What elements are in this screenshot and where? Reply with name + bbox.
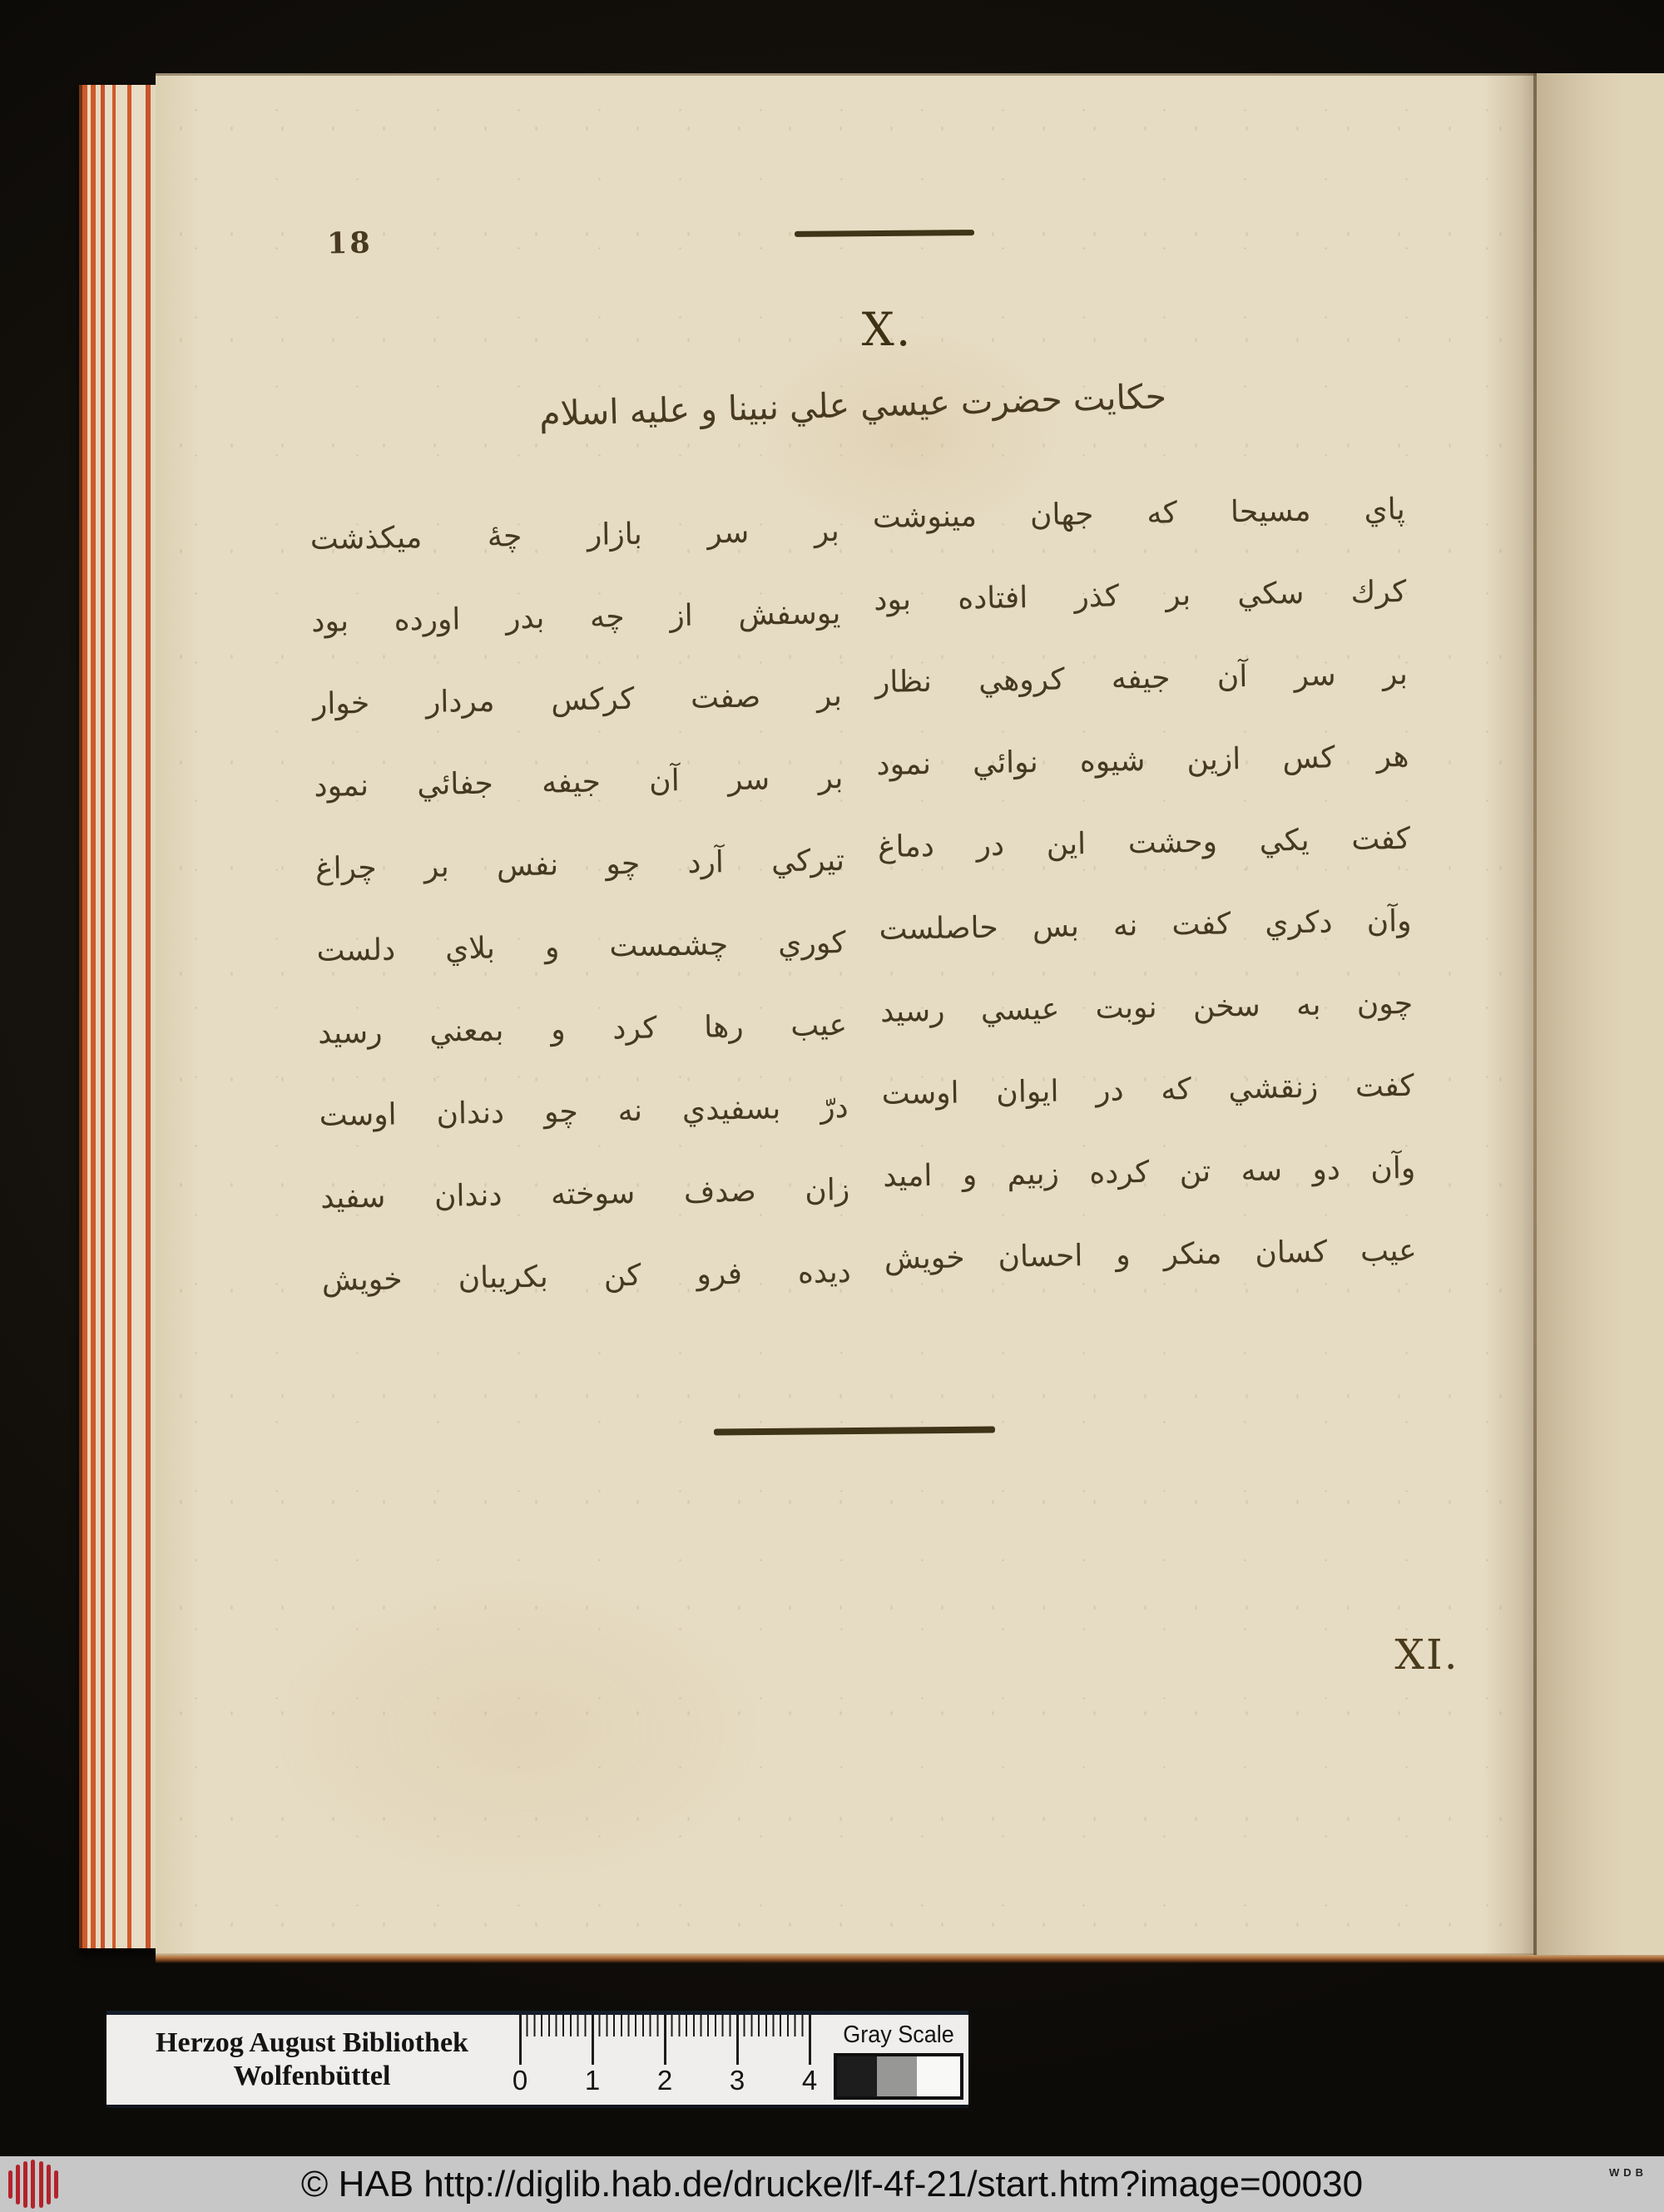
gray-patch-black <box>837 2056 877 2096</box>
ruler-label: 4 <box>801 2065 818 2096</box>
hemistich-first: كفت يكي وحشت اين در دماغ <box>877 821 1411 864</box>
catchword: XI. <box>1394 1631 1459 1679</box>
institution-line1: Herzog August Bibliothek <box>156 2027 468 2058</box>
institution-name <box>115 2026 509 2093</box>
hemistich-column-second <box>310 490 851 1322</box>
hemistich-first: بر سر آن جيفه كروهي نظار <box>874 656 1409 700</box>
ruler-label: 2 <box>656 2065 673 2096</box>
ruler-label: 0 <box>512 2065 528 2096</box>
hemistich-second: يوسفش از چه بدر اورده بود <box>311 596 841 639</box>
gray-scale-patches <box>834 2053 963 2100</box>
cm-ruler <box>513 2015 830 2105</box>
folio-number: 18 <box>326 225 374 261</box>
wdb-watermark: WDB <box>1608 2166 1647 2179</box>
facing-page-sliver <box>1537 73 1664 1955</box>
hemistich-second: بر سر آن جيفه جفائي نمود <box>314 760 844 804</box>
footer-strip <box>0 2156 1664 2212</box>
hemistich-first: عيب كسان منكر و احسان خويش <box>884 1233 1418 1276</box>
ruler-major-tick <box>736 2015 739 2065</box>
hemistich-second: عيب رها كرد و بمعني رسيد <box>317 1007 848 1051</box>
hemistich-second: درّ بسفيدي نه چو دندان اوست <box>319 1090 849 1133</box>
chapter-title: حكايت حضرت عيسي علي نبينا و عليه اسلام <box>538 376 1167 434</box>
ruler-major-tick <box>664 2015 666 2065</box>
calibration-bar <box>106 2011 968 2108</box>
hemistich-second: بر صفت كركس مردار خوار <box>312 678 843 721</box>
ruler-major-tick <box>519 2015 522 2065</box>
hemistich-second: تيركي آرد چو نفس بر چراغ <box>314 843 845 886</box>
hemistich-first: وآن دكري كفت نه بس حاصلست <box>879 903 1412 947</box>
hemistich-first: هر كس ازين شيوه نوائي نمود <box>876 739 1409 782</box>
page-fore-edges <box>79 85 156 1948</box>
hemistich-first: كفت زنقشي كه در ايوان اوست <box>881 1068 1414 1111</box>
hemistich-first: كرك سكي بر كذر افتاده بود <box>874 574 1407 618</box>
gray-scale-target <box>832 2015 965 2105</box>
ruler-label: 3 <box>729 2065 745 2096</box>
hemistich-first: پاي مسيحا كه جهان مينوشت <box>872 492 1406 536</box>
section-number: X. <box>861 303 913 356</box>
hemistich-second: بر سر بازار چهٔ ميكذشت <box>310 514 840 557</box>
institution-line2: Wolfenbüttel <box>233 2061 391 2091</box>
gray-scale-label: Gray Scale <box>843 2021 954 2048</box>
gray-patch-white <box>917 2056 960 2096</box>
hemistich-first: چون به سخن نوبت عيسي رسيد <box>879 986 1414 1029</box>
hemistich-second: زان صدف سوخته دندان سفيد <box>319 1172 850 1215</box>
ruler-major-tick <box>809 2015 811 2065</box>
ruler-label: 1 <box>584 2065 601 2096</box>
hemistich-second: ديده فرو كن بكريبان خويش <box>321 1254 852 1298</box>
gutter-shadow <box>1483 73 1533 1955</box>
gray-patch-mid <box>877 2056 917 2096</box>
copyright-url: © HAB http://diglib.hab.de/drucke/lf-4f-21/start.htm?image=00030 <box>300 2164 1364 2205</box>
hemistich-second: كوري چشمست و بلاي دلست <box>316 925 846 968</box>
ruler-major-tick <box>592 2015 594 2065</box>
hemistich-column-first <box>872 468 1417 1300</box>
hemistich-first: وآن دو سه تن كرده زبيم و اميد <box>882 1151 1416 1194</box>
